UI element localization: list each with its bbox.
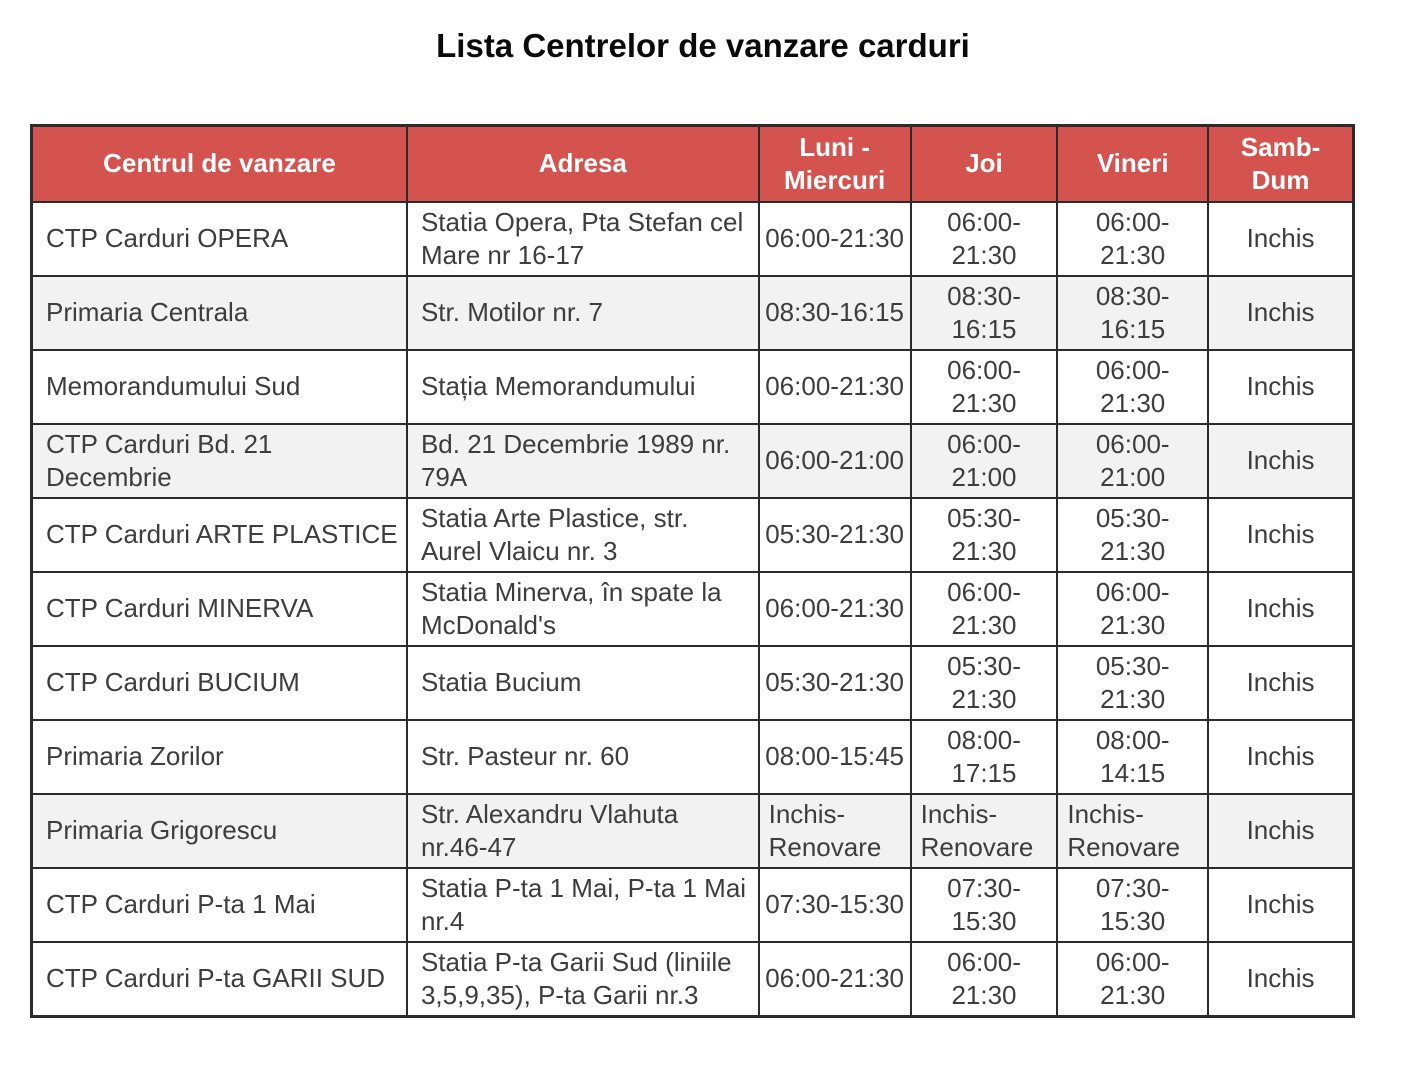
table-row <box>32 276 1354 350</box>
cell-hours-luni-miercuri: 07:30-15:30 <box>759 868 911 942</box>
cell-hours-samb-dum: Inchis <box>1208 572 1353 646</box>
cell-center-name: CTP Carduri OPERA <box>32 202 407 276</box>
cell-hours-joi: 08:30-16:15 <box>911 276 1058 350</box>
cell-hours-samb-dum: Inchis <box>1208 720 1353 794</box>
cell-hours-luni-miercuri: Inchis-Renovare <box>759 794 911 868</box>
cell-hours-samb-dum: Inchis <box>1208 794 1353 868</box>
cell-hours-samb-dum: Inchis <box>1208 498 1353 572</box>
cell-hours-luni-miercuri: 06:00-21:30 <box>759 572 911 646</box>
table-row <box>32 498 1354 572</box>
table-row <box>32 572 1354 646</box>
cell-hours-vineri: 07:30-15:30 <box>1057 868 1208 942</box>
cell-hours-luni-miercuri: 05:30-21:30 <box>759 646 911 720</box>
cell-hours-vineri: 08:00-14:15 <box>1057 720 1208 794</box>
cell-hours-luni-miercuri: 06:00-21:30 <box>759 350 911 424</box>
table-row <box>32 646 1354 720</box>
cell-center-name: CTP Carduri P-ta GARII SUD <box>32 942 407 1017</box>
cell-hours-vineri: 06:00-21:30 <box>1057 572 1208 646</box>
table-body <box>32 202 1354 1017</box>
cell-hours-joi: Inchis-Renovare <box>911 794 1058 868</box>
page-title: Lista Centrelor de vanzare carduri <box>436 27 970 64</box>
cell-center-name: Primaria Centrala <box>32 276 407 350</box>
column-header-joi: Joi <box>911 126 1058 202</box>
cell-hours-luni-miercuri: 06:00-21:30 <box>759 202 911 276</box>
cell-hours-joi: 07:30-15:30 <box>911 868 1058 942</box>
cell-address: Statia P-ta 1 Mai, P-ta 1 Mai nr.4 <box>407 868 759 942</box>
column-header-vineri: Vineri <box>1057 126 1208 202</box>
cell-hours-samb-dum: Inchis <box>1208 646 1353 720</box>
cell-address: Stația Memorandumului <box>407 350 759 424</box>
cell-address: Statia Arte Plastice, str. Aurel Vlaicu nr. 3 <box>407 498 759 572</box>
cell-hours-vineri: 05:30-21:30 <box>1057 646 1208 720</box>
table-row <box>32 868 1354 942</box>
cell-hours-joi: 06:00-21:30 <box>911 350 1058 424</box>
cell-hours-joi: 06:00-21:30 <box>911 942 1058 1017</box>
column-header-samb-dum: Samb-Dum <box>1208 126 1353 202</box>
cell-hours-luni-miercuri: 08:30-16:15 <box>759 276 911 350</box>
cell-center-name: CTP Carduri Bd. 21 Decembrie <box>32 424 407 498</box>
cell-address: Bd. 21 Decembrie 1989 nr. 79A <box>407 424 759 498</box>
cell-hours-vineri: 06:00-21:30 <box>1057 942 1208 1017</box>
table-row <box>32 202 1354 276</box>
table-row <box>32 794 1354 868</box>
table-row <box>32 424 1354 498</box>
column-header-centru: Centrul de vanzare <box>32 126 407 202</box>
cell-center-name: CTP Carduri P-ta 1 Mai <box>32 868 407 942</box>
cell-hours-vineri: 06:00-21:30 <box>1057 202 1208 276</box>
cell-address: Statia Bucium <box>407 646 759 720</box>
cell-hours-luni-miercuri: 06:00-21:00 <box>759 424 911 498</box>
cell-hours-samb-dum: Inchis <box>1208 424 1353 498</box>
cell-hours-vineri: 06:00-21:30 <box>1057 350 1208 424</box>
cell-hours-joi: 05:30-21:30 <box>911 498 1058 572</box>
cell-center-name: Primaria Grigorescu <box>32 794 407 868</box>
cell-hours-joi: 05:30-21:30 <box>911 646 1058 720</box>
cell-address: Str. Pasteur nr. 60 <box>407 720 759 794</box>
cell-address: Statia Opera, Pta Stefan cel Mare nr 16-17 <box>407 202 759 276</box>
cell-hours-luni-miercuri: 05:30-21:30 <box>759 498 911 572</box>
cell-hours-luni-miercuri: 08:00-15:45 <box>759 720 911 794</box>
table-row <box>32 720 1354 794</box>
cell-center-name: Primaria Zorilor <box>32 720 407 794</box>
cell-center-name: CTP Carduri ARTE PLASTICE <box>32 498 407 572</box>
sales-centers-table <box>30 124 1355 1018</box>
cell-address: Str. Alexandru Vlahuta nr.46-47 <box>407 794 759 868</box>
cell-hours-joi: 06:00-21:30 <box>911 202 1058 276</box>
table-row <box>32 942 1354 1017</box>
cell-hours-luni-miercuri: 06:00-21:30 <box>759 942 911 1017</box>
cell-hours-joi: 06:00-21:30 <box>911 572 1058 646</box>
cell-hours-vineri: 06:00-21:00 <box>1057 424 1208 498</box>
cell-center-name: CTP Carduri MINERVA <box>32 572 407 646</box>
cell-center-name: Memorandumului Sud <box>32 350 407 424</box>
cell-hours-vineri: 05:30-21:30 <box>1057 498 1208 572</box>
cell-hours-samb-dum: Inchis <box>1208 350 1353 424</box>
column-header-luni-miercuri: Luni - Miercuri <box>759 126 911 202</box>
cell-address: Str. Motilor nr. 7 <box>407 276 759 350</box>
cell-hours-vineri: Inchis-Renovare <box>1057 794 1208 868</box>
cell-hours-samb-dum: Inchis <box>1208 868 1353 942</box>
cell-hours-joi: 08:00-17:15 <box>911 720 1058 794</box>
column-header-adresa: Adresa <box>407 126 759 202</box>
table-row <box>32 350 1354 424</box>
cell-hours-samb-dum: Inchis <box>1208 202 1353 276</box>
header-row <box>32 126 1354 202</box>
cell-hours-samb-dum: Inchis <box>1208 276 1353 350</box>
cell-hours-joi: 06:00-21:00 <box>911 424 1058 498</box>
cell-address: Statia Minerva, în spate la McDonald's <box>407 572 759 646</box>
cell-address: Statia P-ta Garii Sud (liniile 3,5,9,35), P-ta Garii nr.3 <box>407 942 759 1017</box>
cell-center-name: CTP Carduri BUCIUM <box>32 646 407 720</box>
cell-hours-samb-dum: Inchis <box>1208 942 1353 1017</box>
cell-hours-vineri: 08:30-16:15 <box>1057 276 1208 350</box>
